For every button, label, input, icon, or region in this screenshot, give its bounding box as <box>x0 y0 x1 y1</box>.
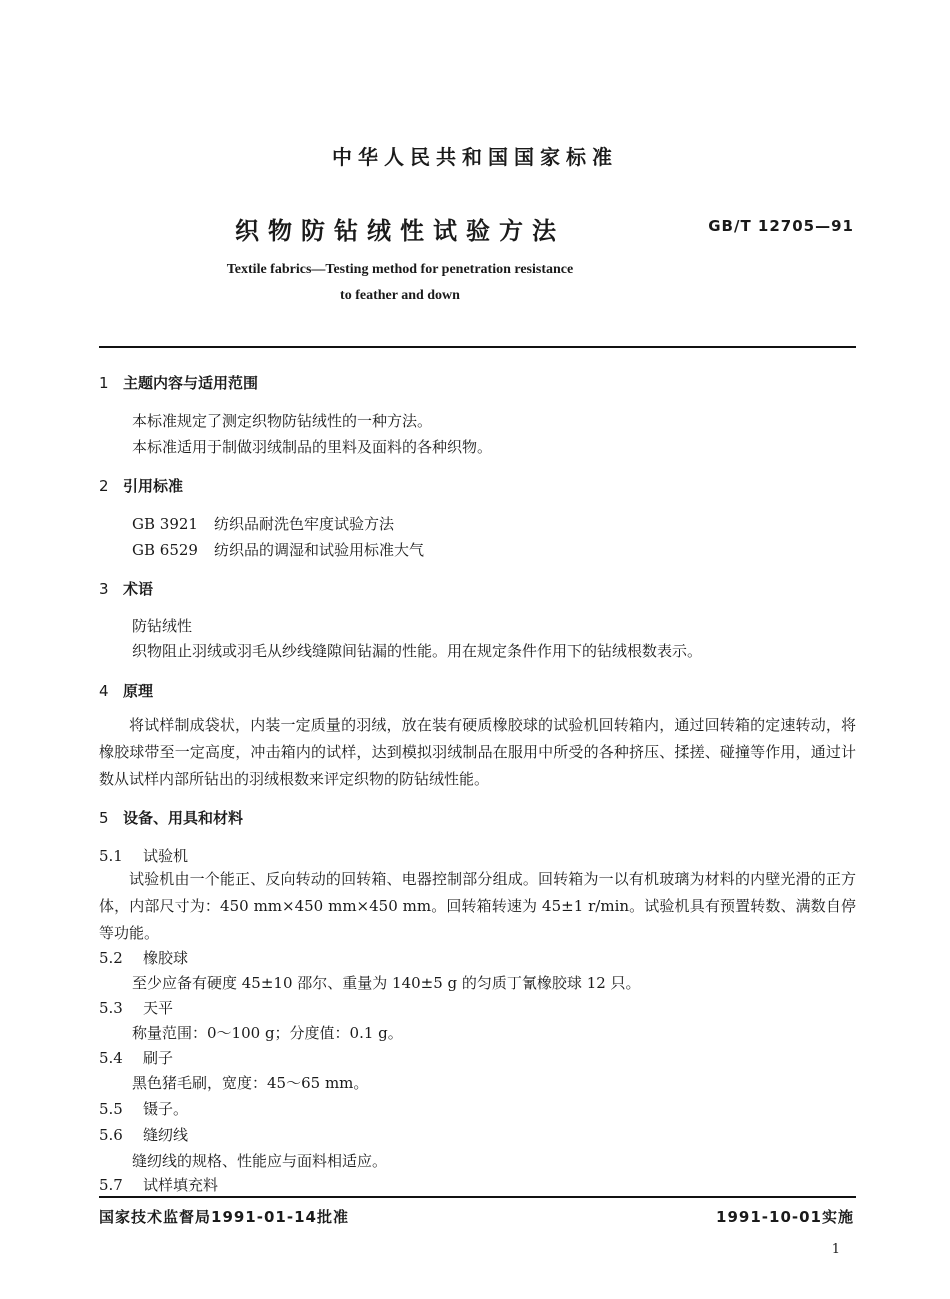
subsection-heading <box>99 1047 173 1068</box>
reference-title: 纺织品耐洗色牢度试验方法 <box>214 515 395 533</box>
english-title-line2: to feather and down <box>340 288 460 303</box>
section-5-heading <box>99 807 243 828</box>
footer-divider <box>99 1196 856 1198</box>
section-2-number: 2 <box>99 477 109 495</box>
subsection-heading <box>99 1174 218 1195</box>
subsection-text: 至少应备有硬度 45±10 邵尔、重量为 140±5 g 的匀质丁氰橡胶球 12 只。 <box>132 974 641 992</box>
page-number: 1 <box>831 1242 840 1257</box>
effective-date: 1991-10-01实施 <box>716 1208 854 1226</box>
subsection-heading <box>99 1124 188 1145</box>
section-5-number: 5 <box>99 809 109 827</box>
section-2-title: 引用标准 <box>123 477 184 495</box>
section-4-title: 原理 <box>123 682 154 700</box>
subsection-heading <box>99 1098 188 1119</box>
subsection-title: 试样填充料 <box>143 1176 219 1194</box>
subsection-number: 5.3 <box>99 999 123 1017</box>
subsection-text: 称量范围：0～100 g；分度值：0.1 g。 <box>132 1024 403 1042</box>
header-divider <box>99 346 856 348</box>
term-definition: 织物阻止羽绒或羽毛从纱线缝隙间钻漏的性能。用在规定条件作用下的钻绒根数表示。 <box>132 642 703 660</box>
reference-item <box>132 539 424 560</box>
subsection-number: 5.7 <box>99 1176 123 1194</box>
subsection-heading <box>99 947 188 968</box>
subsection-number: 5.4 <box>99 1049 123 1067</box>
subsection-text: 缝纫线的规格、性能应与面料相适应。 <box>132 1152 388 1170</box>
section-1-line-2: 本标准适用于制做羽绒制品的里料及面料的各种织物。 <box>132 438 493 456</box>
subsection-title: 试验机 <box>143 847 189 865</box>
section-2-heading <box>99 475 183 496</box>
section-1-line-1: 本标准规定了测定织物防钻绒性的一种方法。 <box>132 412 433 430</box>
subsection-text: 试验机由一个能正、反向转动的回转箱、电器控制部分组成。回转箱为一以有机玻璃为材料的内壁光滑的正方体，内部尺寸为：450 mm×450 mm×450 mm。回转箱转速为 45±1 r/min。试验机具有预置转数、满数自停等功能。 <box>99 870 856 942</box>
reference-title: 纺织品的调湿和试验用标准大气 <box>214 541 425 559</box>
section-3-title: 术语 <box>123 580 154 598</box>
subsection-number: 5.6 <box>99 1126 123 1144</box>
section-1-title: 主题内容与适用范围 <box>123 374 259 392</box>
english-title-line1: Textile fabrics—Testing method for penetration resistance <box>226 262 574 277</box>
subsection-number: 5.5 <box>99 1100 123 1118</box>
section-1-heading <box>99 372 258 393</box>
reference-code: GB 3921 <box>132 515 198 533</box>
subsection-number: 5.2 <box>99 949 123 967</box>
section-4-heading <box>99 680 153 701</box>
section-1-number: 1 <box>99 374 109 392</box>
section-3-number: 3 <box>99 580 109 598</box>
subsection-title: 刷子 <box>143 1049 174 1067</box>
subsection-title: 橡胶球 <box>143 949 189 967</box>
standard-code-text: GB/T 12705—91 <box>708 217 854 235</box>
subsection-title: 镊子。 <box>143 1100 189 1118</box>
section-3-heading <box>99 578 153 599</box>
subsection-text: 黑色猪毛刷，宽度：45～65 mm。 <box>132 1074 369 1092</box>
subsection-number: 5.1 <box>99 847 123 865</box>
reference-item <box>132 513 394 534</box>
subsection-heading <box>99 845 188 866</box>
principle-paragraph: 将试样制成袋状，内装一定质量的羽绒，放在装有硬质橡胶球的试验机回转箱内，通过回转箱的定速转动，将橡胶球带至一定高度，冲击箱内的试样，达到模拟羽绒制品在服用中所受的各种挤压、揉搓、碰撞等作用，通过计数从试样内部所钻出的羽绒根数来评定织物的防钻绒性能。 <box>99 716 856 788</box>
subsection-title: 缝纫线 <box>143 1126 189 1144</box>
document-title: 织物防钻绒性试验方法 <box>235 217 565 245</box>
approval-date: 国家技术监督局1991-01-14批准 <box>99 1208 349 1226</box>
subsection-title: 天平 <box>143 999 174 1017</box>
standard-code <box>708 217 854 235</box>
standard-category-title: 中华人民共和国国家标准 <box>332 145 618 169</box>
reference-code: GB 6529 <box>132 541 198 559</box>
section-4-number: 4 <box>99 682 109 700</box>
subsection-heading <box>99 997 173 1018</box>
section-5-title: 设备、用具和材料 <box>123 809 244 827</box>
term-name: 防钻绒性 <box>132 617 193 635</box>
